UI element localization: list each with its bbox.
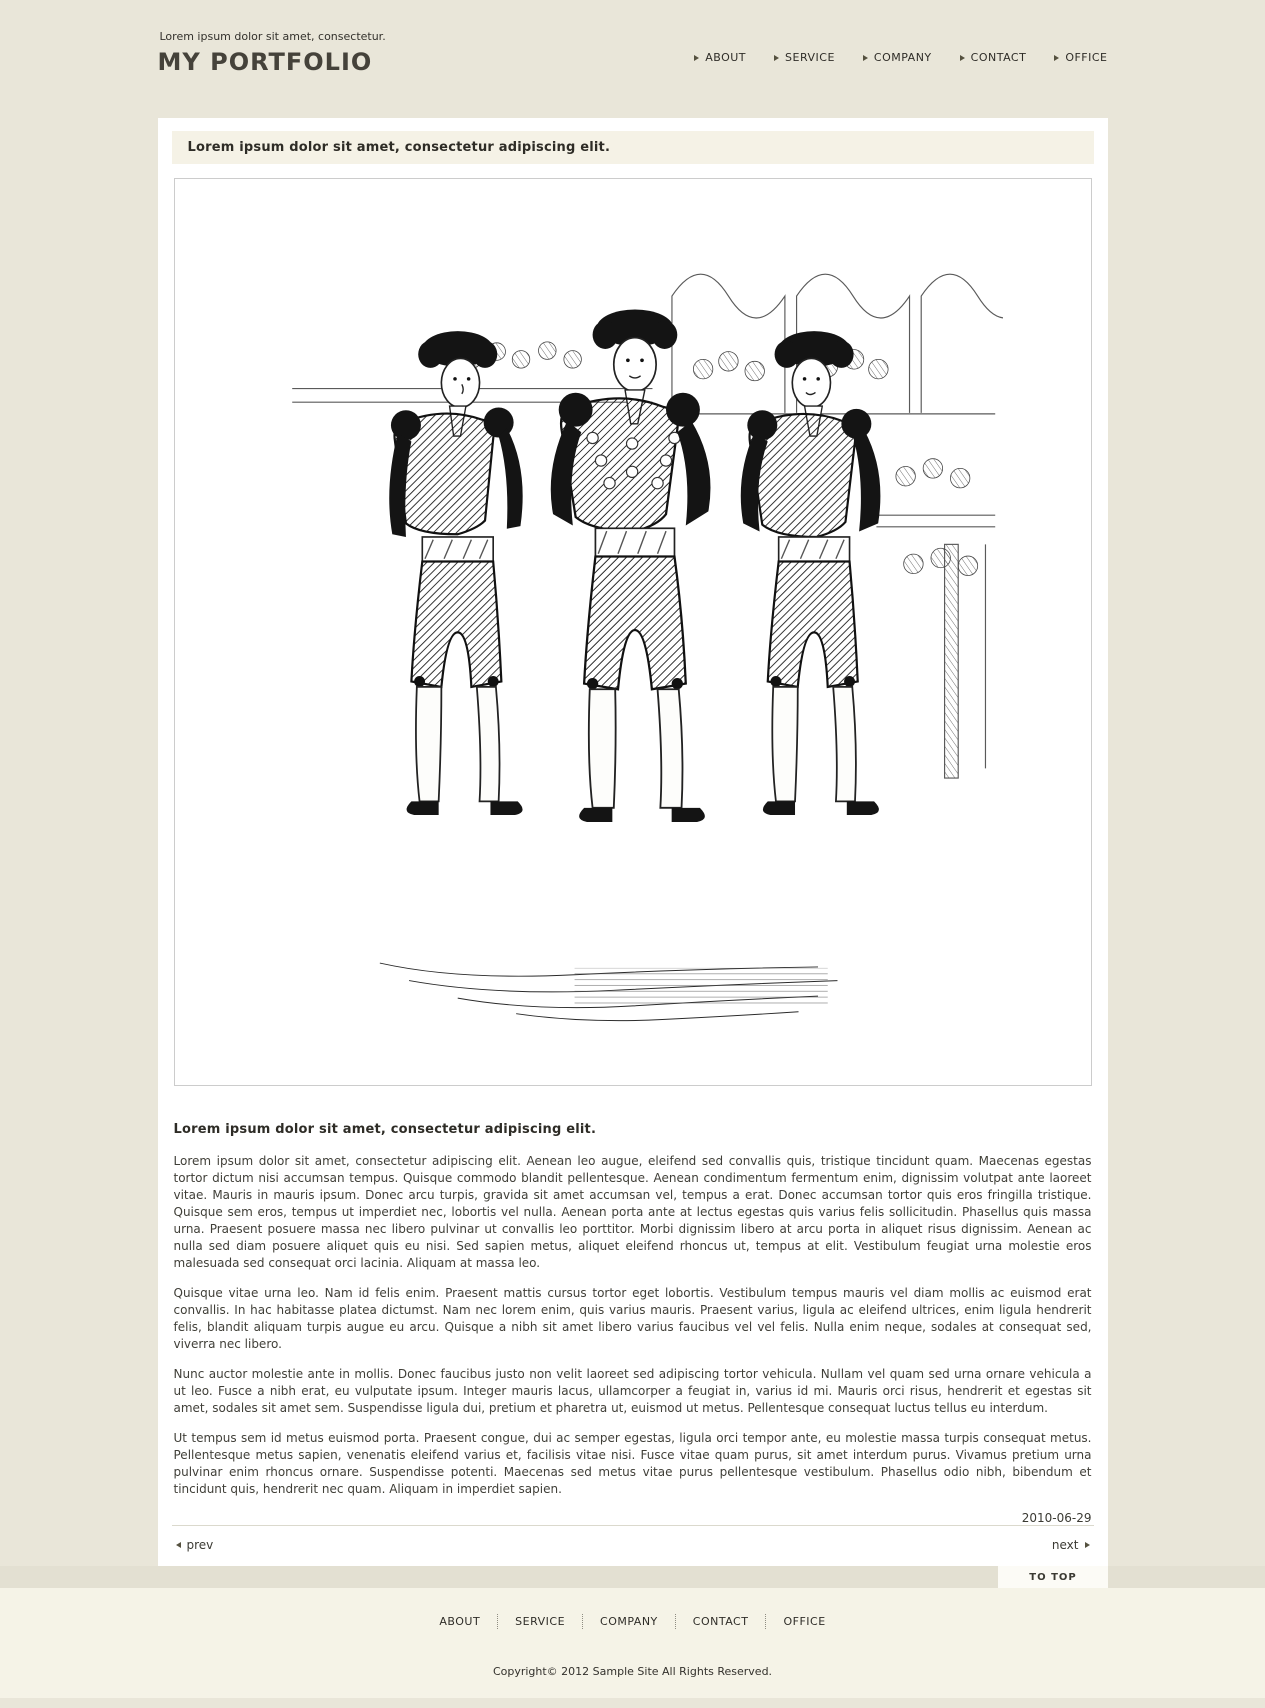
- article-paragraph: Lorem ipsum dolor sit amet, consectetur adipiscing elit. Aenean leo augue, eleifend sed convallis quis, tristique tincidunt quam. Maecenas egestas tortor dictum nisi accumsan tempus. Quisque commodo blandit pellentesque. Aenean condimentum fermentum enim, dignissim volutpat ante laoreet vitae. Mauris in mauris ipsum. Donec arcu turpis, gravida sit amet accumsan vel, tempus a erat. Donec accumsan tortor quis eros fringilla tristique. Quisque sem eros, tempus ut imperdiet nec, lobortis vel nulla. Aenean porta ante at lectus egestas quis varius felis sollicitudin. Phasellus quis massa urna. Praesent posuere massa nec libero pulvinar ut convallis leo porttitor. Morbi dignissim libero at arcu porta in aliquet risus dignissim. Aenean ac nulla sed diam posuere aliquet quis eu nisi. Sed sapien metus, aliquet eleifend rhoncus ut, tempus at elit. Vestibulum feugiat urna molestie eros malesuada sed consequat orci lacinia. Aliquam at massa leo.: [173, 1154, 1092, 1270]
- three-toreros-engraving: [263, 218, 1003, 1046]
- next-label: next: [1051, 1538, 1079, 1552]
- article-date: 2010-06-29: [1021, 1511, 1092, 1525]
- article-image-frame: [174, 178, 1092, 1086]
- ground-shadow: [379, 963, 837, 1021]
- main-content: [0, 118, 1265, 1566]
- torero-right: [740, 331, 880, 815]
- nav-item-label: ABOUT: [705, 51, 747, 64]
- nav-item-label: SERVICE: [785, 51, 835, 64]
- nav-item-about[interactable]: [694, 51, 746, 64]
- article-paragraph: Ut tempus sem id metus euismod porta. Praesent congue, dui ac semper egestas, ligula orci tempor ante, eu molestie massa turpis consequat metus. Pellentesque metus sapien, venenatis eleifend varius et, facilisis vitae nisi. Fusce vitae quam purus, sit amet interdum purus. Vivamus pretium urna pulvinar enim rhoncus ornare. Suspendisse potenti. Maecenas sed metus vitae purus pellentesque vestibulum. Phasellus odio nibh, bibendum et tincidunt quis, hendrerit nec quam. Aliquam in imperdiet sapien.: [173, 1431, 1092, 1496]
- article-paragraph: Quisque vitae urna leo. Nam id felis enim. Praesent mattis cursus tortor eget lobortis. Vestibulum tempus mauris vel diam mollis ac euismod erat convallis. In hac habitasse platea dictumst. Nam nec lorem enim, quis varius mauris. Praesent varius, ligula ac eleifend ultrices, enim ligula hendrerit felis, blandit aliquam turpis augue eu arcu. Quisque a nibh sit amet libero varius faucibus vel vel felis. Nulla enim neque, sodales at consequat sed, viverra nec libero.: [173, 1286, 1092, 1351]
- site-title: MY PORTFOLIO: [157, 48, 373, 76]
- footer-nav-about[interactable]: ABOUT: [439, 1615, 481, 1628]
- arrow-right-icon: [694, 55, 699, 61]
- article-paragraph: Nunc auctor molestie ante in mollis. Donec faucibus justo non velit laoreet sed adipiscing tortor vehicula. Nullam vel quam sed urna ornare vehicula a ut leo. Fusce a nibh erat, eu vulputate ipsum. Integer mauris lacus, ullamcorper a feugiat in, varius id mi. Mauris orci risus, hendrerit et egestas sit amet, sodales sit amet sem. Suspendisse ligula dui, pretium et pharetra ut, euismod ut metus. Pellentesque consequat luctus tellus eu interdum.: [173, 1367, 1092, 1415]
- prev-link[interactable]: [176, 1538, 214, 1552]
- footer-nav-office[interactable]: OFFICE: [783, 1615, 826, 1628]
- torero-left: [389, 331, 522, 815]
- arrow-right-icon: [774, 55, 779, 61]
- branding: [158, 30, 386, 76]
- nav-item-office[interactable]: [1054, 51, 1107, 64]
- article: [172, 1086, 1094, 1525]
- nav-item-contact[interactable]: [960, 51, 1027, 64]
- pager: [172, 1525, 1094, 1566]
- main-nav: [694, 51, 1107, 76]
- content-box: [158, 118, 1108, 1566]
- site-header: [0, 0, 1265, 118]
- to-top-button[interactable]: TO TOP: [998, 1566, 1108, 1588]
- site-footer: [0, 1588, 1265, 1698]
- site-tagline: Lorem ipsum dolor sit amet, consectetur.: [159, 30, 386, 43]
- arena-crowd: [463, 342, 977, 576]
- footer-nav: [0, 1614, 1265, 1629]
- nav-item-service[interactable]: [774, 51, 835, 64]
- arrow-right-icon: [960, 55, 965, 61]
- footer-nav-company[interactable]: COMPANY: [600, 1615, 658, 1628]
- nav-item-label: CONTACT: [970, 51, 1027, 64]
- article-heading: Lorem ipsum dolor sit amet, consectetur adipiscing elit.: [173, 1122, 597, 1137]
- arrow-left-icon: [176, 1542, 181, 1548]
- next-link[interactable]: [1052, 1538, 1090, 1552]
- arrow-right-icon: [1085, 1542, 1090, 1548]
- arrow-right-icon: [863, 55, 868, 61]
- page-heading-bar: Lorem ipsum dolor sit amet, consectetur adipiscing elit.: [172, 131, 1094, 164]
- to-top-band: [0, 1566, 1265, 1588]
- arrow-right-icon: [1054, 55, 1059, 61]
- copyright-text: Copyright© 2012 Sample Site All Rights Reserved.: [492, 1665, 773, 1678]
- nav-item-label: OFFICE: [1065, 51, 1108, 64]
- nav-item-company[interactable]: [863, 51, 932, 64]
- torero-center: [550, 309, 710, 821]
- prev-label: prev: [186, 1538, 214, 1552]
- nav-item-label: COMPANY: [873, 51, 932, 64]
- footer-nav-contact[interactable]: CONTACT: [692, 1615, 749, 1628]
- footer-nav-service[interactable]: SERVICE: [515, 1615, 566, 1628]
